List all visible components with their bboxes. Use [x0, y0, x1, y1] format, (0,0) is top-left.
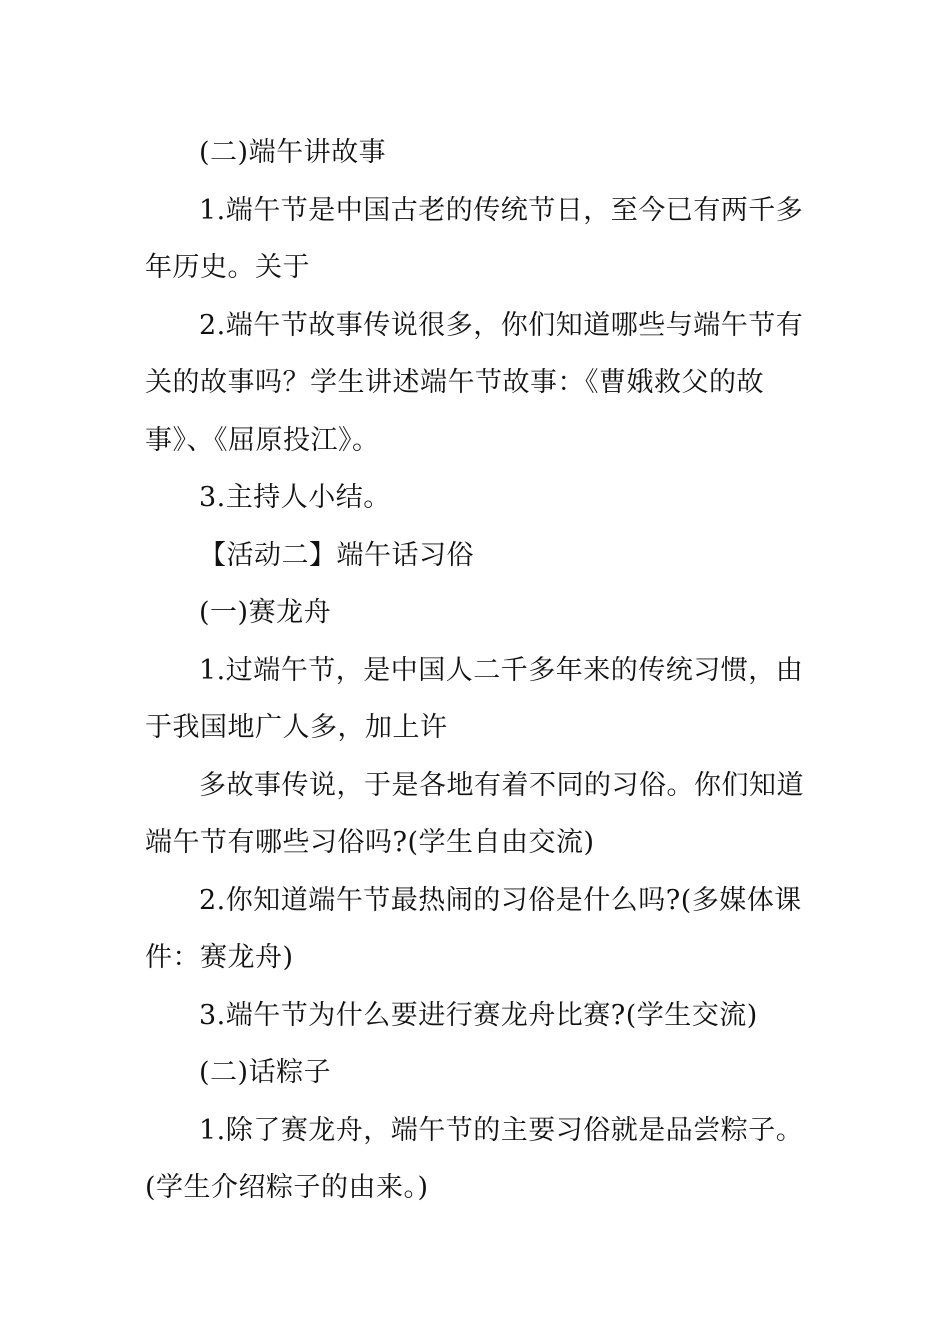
paragraph-8: 1.除了赛龙舟，端午节的主要习俗就是品尝粽子。(学生介绍粽子的由来。) [145, 1114, 804, 1203]
paragraph-2: 2.端午节故事传说很多，你们知道哪些与端午节有关的故事吗？学生讲述端午节故事：《曹娥救父的故事》、《屈原投江》。 [145, 309, 804, 456]
paragraph-5: 多故事传说，于是各地有着不同的习俗。你们知道端午节有哪些习俗吗?(学生自由交流) [145, 769, 804, 858]
paragraph-6: 2.你知道端午节最热闹的习俗是什么吗?(多媒体课件：赛龙舟) [145, 884, 802, 973]
paragraph-3: 3.主持人小结。 [199, 482, 391, 513]
paragraph-4: 1.过端午节，是中国人二千多年来的传统习惯，由于我国地广人多，加上许 [145, 654, 804, 743]
activity-heading: 【活动二】端午话习俗 [199, 539, 474, 571]
paragraph-7: 3.端午节为什么要进行赛龙舟比赛?(学生交流) [199, 999, 758, 1031]
section-heading-story: (二)端午讲故事 [199, 137, 387, 168]
section-heading-dragon-boat: (一)赛龙舟 [199, 597, 332, 628]
paragraph-1: 1.端午节是中国古老的传统节日，至今已有两千多年历史。关于 [145, 194, 804, 283]
section-heading-zongzi: (二)话粽子 [199, 1057, 332, 1088]
document-body [145, 124, 810, 1217]
